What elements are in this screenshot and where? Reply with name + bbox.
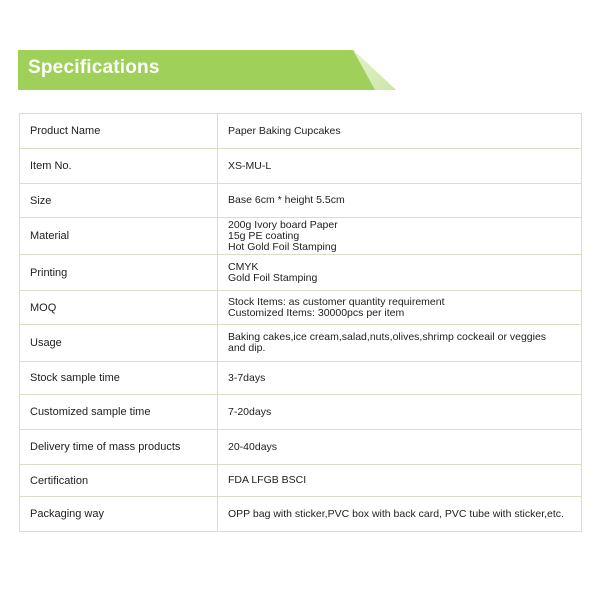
spec-label: Printing <box>20 255 218 291</box>
page-title: Specifications <box>28 57 160 78</box>
spec-value <box>218 114 582 149</box>
spec-value-line: 15g PE coating <box>228 229 300 242</box>
spec-value-line: 20-40days <box>228 440 278 453</box>
spec-label: Stock sample time <box>20 362 218 395</box>
spec-row <box>20 291 582 325</box>
spec-value-line: Gold Foil Stamping <box>228 271 318 284</box>
spec-value-line: 3-7days <box>228 371 266 384</box>
spec-label: Certification <box>20 465 218 497</box>
spec-value-line: Paper Baking Cupcakes <box>228 124 341 137</box>
spec-row <box>20 325 582 362</box>
spec-value-line: Base 6cm * height 5.5cm <box>228 194 345 206</box>
spec-value <box>218 395 582 430</box>
spec-label: Packaging way <box>20 497 218 532</box>
spec-value-line: CMYK <box>228 260 259 273</box>
spec-row <box>20 465 582 497</box>
spec-value-line: Customized Items: 30000pcs per item <box>228 306 405 319</box>
spec-label: Delivery time of mass products <box>20 430 218 465</box>
spec-label: MOQ <box>20 291 218 325</box>
spec-row <box>20 362 582 395</box>
specifications-banner <box>18 50 396 90</box>
spec-label: Item No. <box>20 149 218 184</box>
spec-value-line: OPP bag with sticker,PVC box with back card, PVC tube with sticker,etc. <box>228 507 564 520</box>
spec-value <box>218 184 582 218</box>
spec-value <box>218 255 582 291</box>
spec-value <box>218 149 582 184</box>
spec-value-line: Stock Items: as customer quantity requirement <box>228 295 445 308</box>
spec-row <box>20 255 582 291</box>
spec-value-line: 200g Ivory board Paper <box>228 218 338 231</box>
spec-label: Usage <box>20 325 218 362</box>
spec-value-line: Hot Gold Foil Stamping <box>228 240 337 253</box>
spec-row <box>20 149 582 184</box>
spec-value-line: and dip. <box>228 342 266 354</box>
spec-value-line: 7-20days <box>228 405 272 418</box>
spec-label: Customized sample time <box>20 395 218 430</box>
spec-label: Size <box>20 184 218 218</box>
spec-value <box>218 218 582 255</box>
spec-row <box>20 430 582 465</box>
spec-value-line: XS-MU-L <box>228 159 272 172</box>
spec-value <box>218 465 582 497</box>
spec-value <box>218 497 582 532</box>
spec-row <box>20 497 582 532</box>
spec-row <box>20 218 582 255</box>
spec-row <box>20 395 582 430</box>
spec-label: Material <box>20 218 218 255</box>
spec-value <box>218 325 582 362</box>
spec-row <box>20 184 582 218</box>
spec-row <box>20 114 582 149</box>
specifications-table <box>19 113 582 532</box>
spec-label: Product Name <box>20 114 218 149</box>
spec-value <box>218 430 582 465</box>
spec-value <box>218 291 582 325</box>
spec-value-line: FDA LFGB BSCI <box>228 474 307 486</box>
spec-value <box>218 362 582 395</box>
spec-value-line: Baking cakes,ice cream,salad,nuts,olives,shrimp cockeail or veggies <box>228 331 547 343</box>
